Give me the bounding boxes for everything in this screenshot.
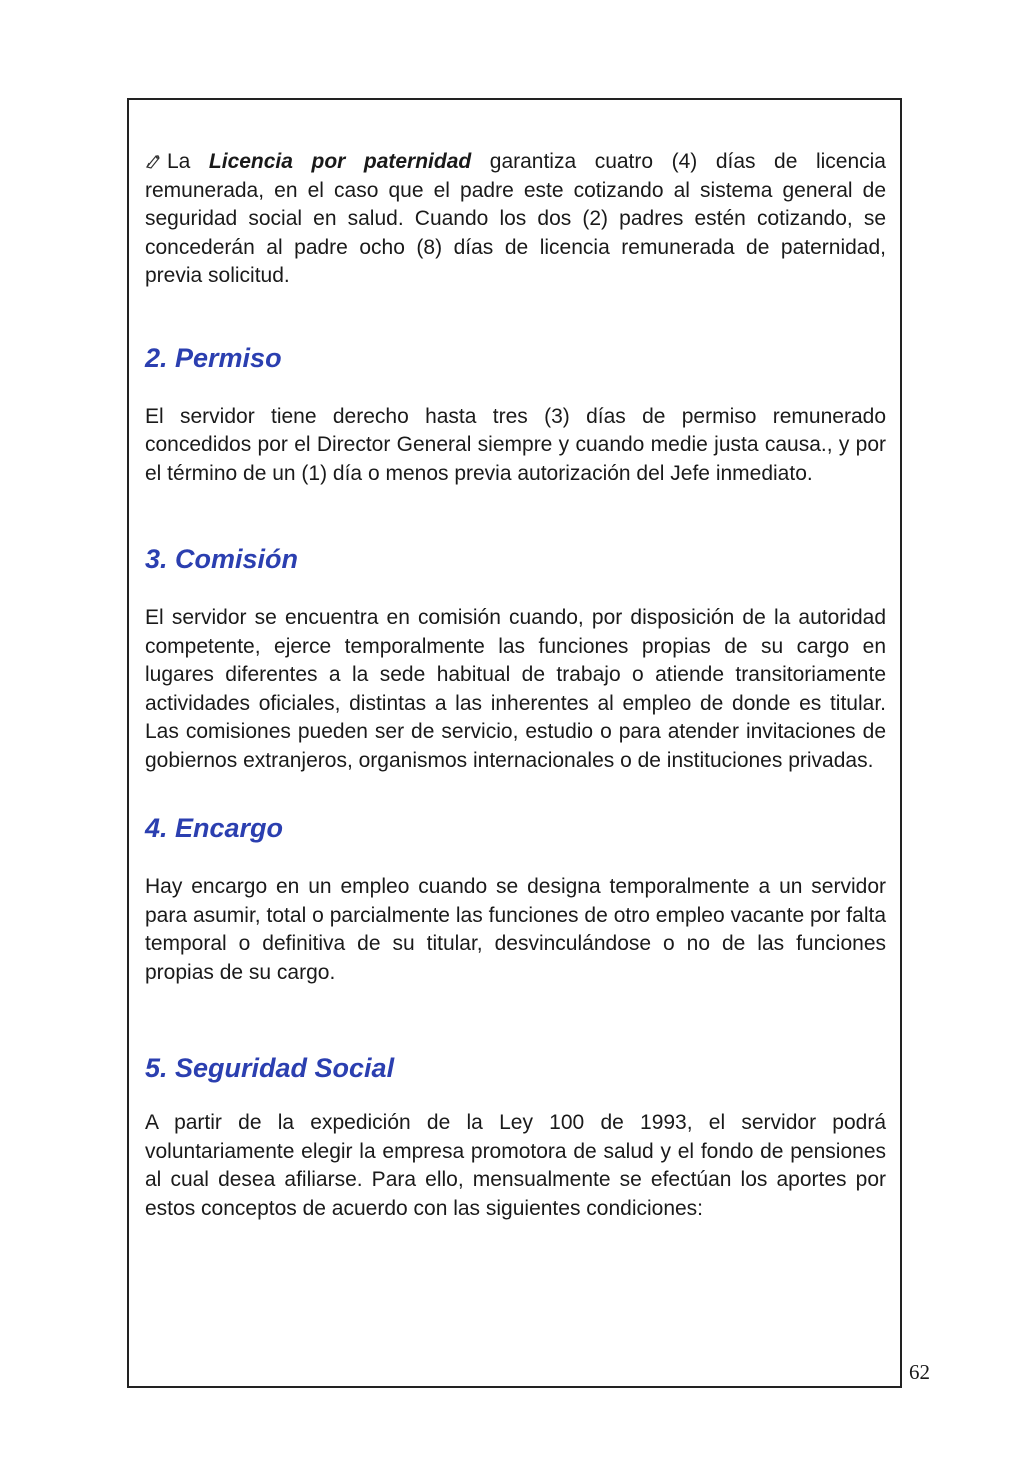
writing-hand-icon: [145, 149, 161, 165]
licencia-lead: La: [167, 150, 191, 173]
section-body-seguridad-social: A partir de la expedición de la Ley 100 de 1993, el servidor podrá voluntariamente elegir la empresa promotora de salud y el fondo de pensiones al cual desea afiliarse. Para ello, mensualmente se efectúan los aportes por estos conceptos de acuerdo con las siguientes condiciones:: [145, 1111, 886, 1220]
section-body-permiso: El servidor tiene derecho hasta tres (3) días de permiso remunerado concedidos por el Director General siempre y cuando medie justa causa., y por el término de un (1) día o menos previa autorización del Jefe inmediato.: [145, 404, 886, 485]
licencia-rest: garantiza cuatro (4) días de licencia remunerada, en el caso que el padre este cotizando al sistema general de seguridad social en salud. Cuando los dos (2) padres estén cotizando, se concederán al padre ocho (8) días de licencia remunerada de paternidad, previa solicitud.: [145, 150, 886, 287]
section-heading-permiso: 2. Permiso: [145, 342, 282, 373]
licencia-emphasis: Licencia por paternidad: [208, 150, 472, 173]
section-heading-seguridad-social: 5. Seguridad Social: [145, 1053, 395, 1083]
page-number: 62: [909, 1360, 930, 1384]
licencia-paragraph: [145, 148, 886, 291]
section-heading-encargo: 4. Encargo: [145, 813, 284, 843]
document-body: [145, 148, 886, 1223]
section-body-encargo: Hay encargo en un empleo cuando se designa temporalmente a un servidor para asumir, total o parcialmente las funciones de otro empleo vacante por falta temporal o definitiva de su titular, desvinculándose o no de las funciones propias de su cargo.: [145, 875, 886, 984]
section-heading-comision: 3. Comisión: [145, 544, 299, 574]
section-body-comision: El servidor se encuentra en comisión cuando, por disposición de la autoridad competente, ejerce temporalmente las funciones propias de su cargo en lugares diferentes a la sede habitual de trabajo o atiende transitoriamente actividades oficiales, distintas a las inherentes al empleo de donde es titular. Las comisiones pueden ser de servicio, estudio o para atender invitaciones de gobiernos extranjeros, organismos internacionales o de instituciones privadas.: [145, 606, 886, 772]
